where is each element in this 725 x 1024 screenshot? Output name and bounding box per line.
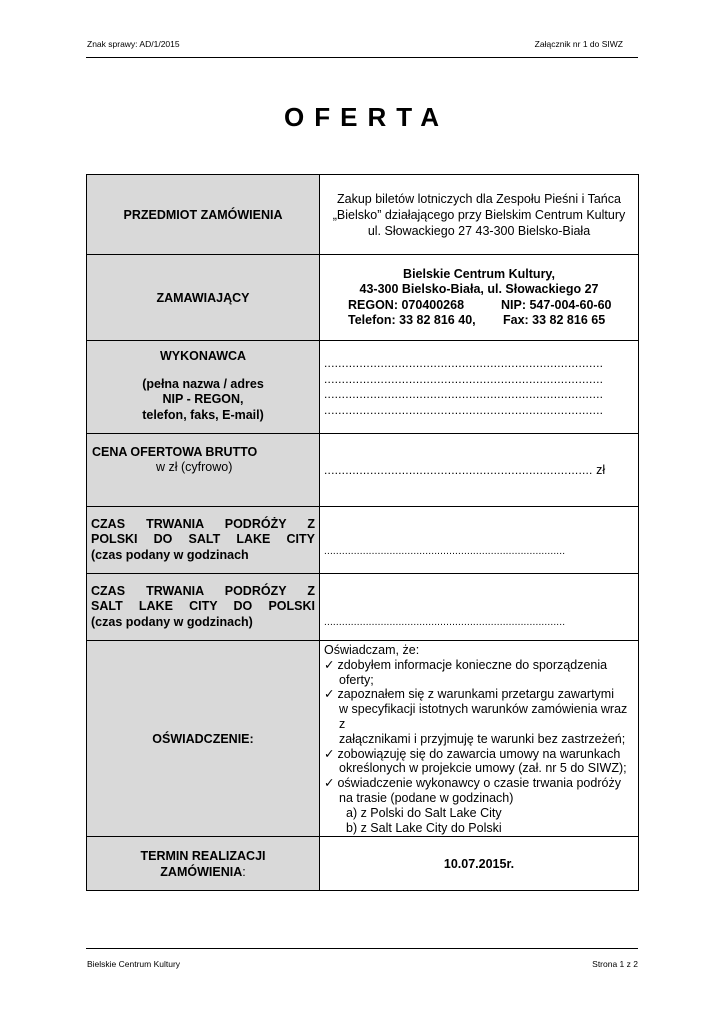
- price-field: [320, 434, 639, 507]
- footer-organization: Bielskie Centrum Kultury: [87, 959, 181, 969]
- declaration-content: [320, 641, 639, 837]
- travel-to-field: [320, 507, 639, 574]
- row-contractor: [87, 341, 639, 434]
- ordering-party-phone: Telefon: 33 82 816 40,: [348, 313, 476, 327]
- ordering-party-name: Bielskie Centrum Kultury,: [403, 266, 555, 281]
- row-ordering-party: [87, 255, 639, 341]
- contractor-hint: (pełna nazwa / adres: [142, 376, 264, 391]
- ordering-party-nip: NIP: 547-004-60-60: [501, 297, 612, 312]
- ordering-party-address: 43-300 Bielsko-Biała, ul. Słowackiego 27: [359, 282, 599, 296]
- page-title: OFERTA: [284, 102, 449, 132]
- row-travel-from: [87, 574, 639, 641]
- declaration-item-text: załącznikami i przyjmuję te warunki bez zastrzeżeń;: [339, 731, 626, 746]
- contractor-fill-line[interactable]: ...............................................................................: [324, 356, 604, 370]
- case-number: Znak sprawy: AD/1/2015: [87, 39, 180, 49]
- travel-from-field: [320, 574, 639, 641]
- deadline-colon: :: [242, 864, 246, 879]
- row-deadline: [87, 837, 639, 891]
- declaration-item: [324, 658, 636, 688]
- declaration-item-text: zapoznałem się z warunkami przetargu zawartymi: [337, 687, 614, 702]
- declaration-item-text: na trasie (podane w godzinach): [339, 790, 514, 805]
- contractor-label-cell: [87, 341, 320, 434]
- subject-line: Zakup biletów lotniczych dla Zespołu Pieśni i Tańca: [337, 191, 621, 206]
- declaration-intro: Oświadczam, że:: [324, 643, 420, 657]
- ordering-party-fax: Fax: 33 82 816 65: [503, 313, 606, 327]
- subject-line: „Bielsko” działającego przy Bielskim Centrum Kultury: [332, 207, 626, 222]
- declaration-item-text: oświadczenie wykonawcy o czasie trwania podróży: [337, 776, 621, 791]
- checkmark-icon: ✓: [324, 657, 335, 672]
- page-number: Strona 1 z 2: [592, 959, 638, 969]
- travel-to-label-cell: [87, 507, 320, 574]
- subject-line: ul. Słowackiego 27 43-300 Bielsko-Biała: [367, 223, 591, 238]
- contractor-hint: NIP - REGON,: [162, 392, 244, 406]
- contractor-fill-line[interactable]: ...............................................................................: [324, 402, 604, 417]
- declaration-item-text: zdobyłem informacje konieczne do sporządzenia: [337, 657, 608, 672]
- declaration-item: [324, 687, 636, 746]
- declaration-subitem-a: a) z Polski do Salt Lake City: [346, 805, 502, 820]
- travel-from-hint: (czas podany w godzinach): [91, 614, 253, 629]
- deadline-label: ZAMÓWIENIA: [160, 864, 243, 879]
- travel-to-fill-line[interactable]: .................................................................................: [324, 546, 566, 557]
- travel-to-label: POLSKI DO SALT LAKE CITY: [91, 532, 315, 547]
- contractor-fields: [320, 341, 639, 434]
- row-travel-to: [87, 507, 639, 574]
- declaration-label: OŚWIADCZENIE:: [87, 641, 320, 837]
- price-label-cell: [87, 434, 320, 507]
- declaration-item-text: oferty;: [339, 672, 374, 687]
- contractor-label: WYKONAWCA: [159, 349, 247, 363]
- checkmark-icon: ✓: [324, 687, 335, 702]
- deadline-value: 10.07.2015r.: [320, 837, 639, 891]
- ordering-party-value: [320, 255, 639, 341]
- declaration-item: [324, 747, 636, 777]
- contractor-fill-line[interactable]: ...............................................................................: [324, 387, 604, 401]
- row-declaration: [87, 641, 639, 837]
- travel-to-label: CZAS TRWANIA PODRÓŻY Z: [91, 516, 315, 531]
- ordering-party-label: ZAMAWIAJĄCY: [87, 255, 320, 341]
- travel-to-hint: (czas podany w godzinach: [91, 547, 249, 562]
- price-fill-line[interactable]: ............................................................................: [324, 463, 593, 477]
- travel-from-label: SALT LAKE CITY DO POLSKI: [91, 599, 315, 614]
- price-hint: w zł (cyfrowo): [156, 460, 233, 474]
- row-subject: [87, 175, 639, 255]
- travel-from-fill-line[interactable]: .................................................................................: [324, 617, 566, 628]
- contractor-fill-line[interactable]: ...............................................................................: [324, 371, 604, 386]
- travel-from-label: CZAS TRWANIA PODRÓZY Z: [91, 583, 315, 598]
- attachment-label: Załącznik nr 1 do SIWZ: [534, 39, 623, 49]
- deadline-label: TERMIN REALIZACJI: [140, 848, 266, 863]
- checkmark-icon: ✓: [324, 776, 335, 791]
- subject-value: [320, 175, 639, 255]
- declaration-subitem-b: b) z Salt Lake City do Polski: [346, 820, 502, 835]
- offer-form-table: [86, 174, 639, 891]
- price-label: CENA OFERTOWA BRUTTO: [92, 445, 258, 459]
- declaration-item-text: określonych w projekcie umowy (zał. nr 5 do SIWZ);: [339, 761, 627, 776]
- subject-label: PRZEDMIOT ZAMÓWIENIA: [87, 175, 320, 255]
- price-currency: zł: [596, 463, 606, 477]
- travel-from-label-cell: [87, 574, 320, 641]
- declaration-item: [324, 776, 636, 806]
- contractor-hint: telefon, faks, E-mail): [142, 407, 264, 422]
- deadline-label-cell: [87, 837, 320, 891]
- checkmark-icon: ✓: [324, 746, 335, 761]
- declaration-item-text: zobowiązuję się do zawarcia umowy na warunkach: [337, 746, 621, 761]
- ordering-party-regon: REGON: 070400268: [348, 297, 465, 312]
- declaration-item-text: w specyfikacji istotnych warunków zamówienia wraz z: [339, 702, 628, 731]
- footer-divider: [86, 948, 638, 949]
- row-price: [87, 434, 639, 507]
- header-divider: [86, 57, 638, 58]
